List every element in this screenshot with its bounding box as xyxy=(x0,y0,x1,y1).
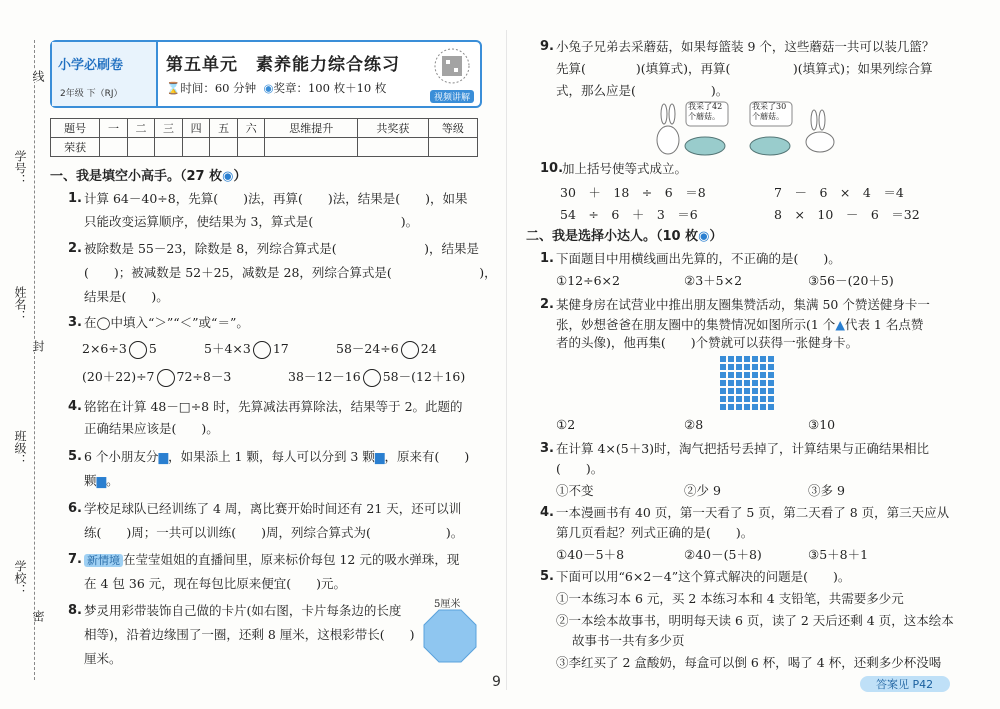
s2q1-line1: 下面题目中用横线画出先算的，不正确的是( )。 xyxy=(556,251,841,266)
brand-panel xyxy=(52,42,158,106)
score-row-label: 荣获 xyxy=(51,138,100,157)
q10-line1: 加上括号使等式成立。 xyxy=(562,161,688,176)
q-number: 2. xyxy=(68,241,82,256)
student-id-label: 学号： xyxy=(13,150,27,186)
option[interactable]: ①12÷6×2 xyxy=(556,273,620,288)
like-avatar xyxy=(744,356,750,362)
option[interactable]: ③李红买了 2 盒酸奶，每盒可以倒 6 杯，喝了 4 杯，还剩多少杯没喝 xyxy=(556,655,942,670)
rabbit-bubble-2: 我采了30个蘑菇。 xyxy=(752,102,787,121)
like-avatar xyxy=(720,404,726,410)
like-avatar xyxy=(760,388,766,394)
like-avatar xyxy=(728,364,734,370)
option[interactable]: ①2 xyxy=(556,417,576,432)
candy-jar-icon: ▆ xyxy=(374,449,385,464)
q3-line1: 在◯中填入“＞”“＜”或“＝”。 xyxy=(84,315,249,330)
like-avatar xyxy=(728,396,734,402)
score-header-cell: 思维提升 xyxy=(265,119,357,138)
score-header-cell: 二 xyxy=(127,119,155,138)
like-avatar xyxy=(768,364,774,370)
page-title: 第五单元 素养能力综合练习 xyxy=(166,55,400,75)
compare-circle[interactable] xyxy=(253,341,271,359)
video-label: 视频讲解 xyxy=(430,90,474,103)
page-number: 9 xyxy=(492,674,501,690)
s2q3-line2: ( )。 xyxy=(556,461,604,476)
like-avatar xyxy=(736,356,742,362)
q1-line1: 计算 64－40÷8，先算( )法，再算( )法，结果是( )，如果 xyxy=(84,191,468,206)
like-avatar xyxy=(744,396,750,402)
equation: 54 ÷ 6 ＋ 3 ＝6 xyxy=(560,207,698,222)
option[interactable]: ②少 9 xyxy=(684,483,721,498)
like-avatar xyxy=(752,372,758,378)
like-avatar xyxy=(760,396,766,402)
compare-circle[interactable] xyxy=(401,341,419,359)
compare-c: 58－24÷6 24 xyxy=(336,340,437,359)
like-avatar xyxy=(752,404,758,410)
like-avatar xyxy=(752,364,758,370)
equation: 30 ＋ 18 ÷ 6 ＝8 xyxy=(560,185,706,200)
q-number: 10. xyxy=(540,161,564,176)
option[interactable]: ①不变 xyxy=(556,483,594,498)
clock-icon: ⌛ xyxy=(166,81,181,95)
compare-circle[interactable] xyxy=(363,369,381,387)
like-avatar xyxy=(720,396,726,402)
like-avatar xyxy=(736,372,742,378)
q-number: 3. xyxy=(540,441,554,456)
like-avatar xyxy=(728,388,734,394)
compare-circle[interactable] xyxy=(157,369,175,387)
compare-circle[interactable] xyxy=(129,341,147,359)
thumb-icon: ▲ xyxy=(835,317,845,332)
q8-line2: 相等)，沿着边缘围了一圈，还剩 8 厘米，这根彩带长( ) xyxy=(84,627,415,642)
q9-line2: 先算( )(填算式)，再算( )(填算式)；如果列综合算 xyxy=(556,61,933,76)
candy-jar-icon: ▆ xyxy=(158,449,169,464)
name-label: 姓名： xyxy=(13,286,27,322)
like-avatar xyxy=(744,380,750,386)
q1-line2: 只能改变运算顺序，使结果为 3，算式是( )。 xyxy=(84,214,419,229)
q-number: 4. xyxy=(540,505,554,520)
score-header-cell: 共奖获 xyxy=(357,119,428,138)
score-cell[interactable] xyxy=(265,138,357,157)
like-avatar xyxy=(728,372,734,378)
score-cell[interactable] xyxy=(182,138,210,157)
score-header-cell: 等级 xyxy=(428,119,477,138)
score-cell[interactable] xyxy=(155,138,183,157)
like-avatar xyxy=(720,388,726,394)
q-number: 1. xyxy=(540,251,554,266)
option[interactable]: ①一本练习本 6 元，买 2 本练习本和 4 支铅笔，共需要多少元 xyxy=(556,591,904,606)
like-avatar xyxy=(720,364,726,370)
q4-line1: 铭铭在计算 48－□÷8 时，先算减法再算除法，结果等于 2。此题的 xyxy=(84,399,463,414)
like-avatar xyxy=(736,396,742,402)
seal-char: 封 xyxy=(31,340,45,352)
like-avatar xyxy=(728,380,734,386)
q4-line2: 正确结果应该是( )。 xyxy=(84,421,219,436)
q6-line2: 练( )周；一共可以训练( )周，列综合算式为( )。 xyxy=(84,525,464,540)
s2q2-line3: 者的头像)，他再集( )个赞就可以获得一张健身卡。 xyxy=(556,335,859,350)
rabbits-mushrooms-figure xyxy=(650,100,850,158)
compare-b: 5＋4×3 17 xyxy=(204,340,289,359)
award-label: 奖章：100 枚＋10 枚 xyxy=(273,81,387,95)
like-avatar xyxy=(720,372,726,378)
candy-jar-icon: ▆ xyxy=(96,473,107,488)
like-avatar xyxy=(768,396,774,402)
seal-char: 线 xyxy=(31,70,45,82)
option[interactable]: ②一本绘本故事书，明明每天读 6 页，读了 2 天后还剩 4 页，这本绘本 xyxy=(556,613,954,628)
option[interactable]: ②8 xyxy=(684,417,704,432)
like-avatar xyxy=(744,404,750,410)
answer-ref-label: 答案见 P42 xyxy=(876,678,934,691)
like-avatar xyxy=(728,356,734,362)
option[interactable]: ②40－(5＋8) xyxy=(684,547,762,562)
grade-label: 2年级 下（RJ） xyxy=(60,89,123,99)
compare-e: 38－12－16 58－(12＋16) xyxy=(288,368,465,387)
brand-title: 小学必刷卷 xyxy=(58,58,124,73)
section2-title: 二、我是选择小达人。（10 枚◉） xyxy=(526,229,723,244)
score-header-cell: 题号 xyxy=(51,119,100,138)
like-avatar xyxy=(768,356,774,362)
q-number: 4. xyxy=(68,399,82,414)
section1-title: 一、我是填空小高手。（27 枚◉） xyxy=(50,169,247,184)
score-header-cell: 六 xyxy=(237,119,265,138)
like-avatar xyxy=(760,380,766,386)
score-cell[interactable] xyxy=(357,138,428,157)
score-cell[interactable] xyxy=(428,138,477,157)
compare-a: 2×6÷3 5 xyxy=(82,340,157,359)
q-number: 5. xyxy=(540,569,554,584)
q5-line2: 颗▆。 xyxy=(84,473,119,488)
school-label: 学校： xyxy=(13,560,27,596)
binding-line xyxy=(34,40,36,680)
like-avatar xyxy=(752,396,758,402)
new-context-badge: 新情境 xyxy=(84,554,123,567)
compare-d: (20＋22)÷7 72÷8－3 xyxy=(82,368,231,387)
score-cell[interactable] xyxy=(100,138,128,157)
q-number: 5. xyxy=(68,449,82,464)
side-length-label: 5厘米 xyxy=(434,599,461,610)
q2-line3: 结果是( )。 xyxy=(84,289,169,304)
like-avatar xyxy=(768,404,774,410)
class-label: 班级： xyxy=(13,430,27,466)
like-avatar xyxy=(736,388,742,394)
score-header-cell: 三 xyxy=(155,119,183,138)
s2q4-line1: 一本漫画书有 40 页，第一天看了 5 页，第二天看了 8 页，第三天应从 xyxy=(556,505,950,520)
like-avatar xyxy=(744,372,750,378)
equation: 8 × 10 － 6 ＝32 xyxy=(774,207,920,222)
option[interactable]: ③56－(20＋5) xyxy=(808,273,894,288)
s2q5-line1: 下面可以用“6×2－4”这个算式解决的问题是( )。 xyxy=(556,569,851,584)
like-avatar xyxy=(720,380,726,386)
s2q4-line2: 第几页看起？列式正确的是( )。 xyxy=(556,525,754,540)
q7-line2: 在 4 包 36 元，现在每包比原来便宜( )元。 xyxy=(84,576,347,591)
q-number: 7. xyxy=(68,552,82,567)
q-number: 6. xyxy=(68,501,82,516)
like-avatar xyxy=(768,380,774,386)
like-avatar xyxy=(736,364,742,370)
medal-icon: ◉ xyxy=(698,229,710,244)
q-number: 1. xyxy=(68,191,82,206)
like-avatar xyxy=(768,388,774,394)
q-number: 2. xyxy=(540,297,554,312)
like-avatar xyxy=(752,356,758,362)
medal-icon: ◉ xyxy=(222,169,234,184)
like-avatar xyxy=(760,356,766,362)
option[interactable]: ③多 9 xyxy=(808,483,845,498)
s2q3-line1: 在计算 4×(5＋3)时，淘气把括号丢掉了，计算结果与正确结果相比 xyxy=(556,441,930,456)
q-number: 8. xyxy=(68,603,82,618)
time-award-info xyxy=(166,80,386,96)
like-avatar xyxy=(736,380,742,386)
q9-line3: 式，那么应是( )。 xyxy=(556,83,729,98)
q9-line1: 小兔子兄弟去采蘑菇，如果每篮装 9 个，这些蘑菇一共可以装几篮？ xyxy=(556,39,935,54)
q7-line1: 新情境 在莹莹姐姐的直播间里，原来标价每包 12 元的吸水弹珠，现 xyxy=(84,551,459,569)
q8-line1: 梦灵用彩带装饰自己做的卡片(如右图，卡片每条边的长度 xyxy=(84,603,402,618)
score-header-cell: 五 xyxy=(210,119,238,138)
q2-line1: 被除数是 55－23，除数是 8，列综合算式是( )，结果是 xyxy=(84,241,479,256)
worksheet-header xyxy=(50,40,482,108)
option[interactable]: ③10 xyxy=(808,417,836,432)
s2q2-line2: 张，妙想爸爸在朋友圈中的集赞情况如图所示(1 个▲代表 1 名点赞 xyxy=(556,317,924,332)
q-number: 9. xyxy=(540,39,554,54)
score-header-cell: 四 xyxy=(182,119,210,138)
medal-icon: ◉ xyxy=(263,81,274,95)
like-avatar xyxy=(744,364,750,370)
q-number: 3. xyxy=(68,315,82,330)
time-label: 时间：60 分钟 xyxy=(180,81,257,95)
seal-char: 密 xyxy=(31,610,45,622)
like-avatar xyxy=(752,380,758,386)
like-avatar xyxy=(720,356,726,362)
q8-line3: 厘米。 xyxy=(84,651,122,666)
like-avatar xyxy=(760,364,766,370)
option[interactable]: ②3＋5×2 xyxy=(684,273,743,288)
s2q2-line1: 某健身房在试营业中推出朋友圈集赞活动，集满 50 个赞送健身卡一 xyxy=(556,297,930,312)
like-avatar xyxy=(768,372,774,378)
like-avatar xyxy=(736,404,742,410)
score-cell[interactable] xyxy=(210,138,238,157)
like-avatar xyxy=(744,388,750,394)
q2-line2: ( )；被减数是 52＋25，减数是 28，列综合算式是( )， xyxy=(84,265,497,280)
score-cell[interactable] xyxy=(127,138,155,157)
score-header-cell: 一 xyxy=(100,119,128,138)
like-avatar xyxy=(752,388,758,394)
like-avatar xyxy=(760,404,766,410)
option-continuation: 故事书一共有多少页 xyxy=(572,633,685,648)
q5-line1: 6 个小朋友分▆，如果添上 1 颗，每人可以分到 3 颗▆，原来有( ) xyxy=(84,449,470,464)
option[interactable]: ③5＋8＋1 xyxy=(808,547,869,562)
qr-code-icon xyxy=(430,46,474,86)
likes-grid-figure xyxy=(720,356,776,412)
option[interactable]: ①40－5＋8 xyxy=(556,547,625,562)
page-divider xyxy=(506,30,507,690)
rabbit-bubble-1: 我采了42个蘑菇。 xyxy=(688,102,723,121)
equation: 7 － 6 × 4 ＝4 xyxy=(774,185,904,200)
video-qr[interactable] xyxy=(430,46,474,103)
like-avatar xyxy=(728,404,734,410)
score-table xyxy=(50,118,478,157)
like-avatar xyxy=(760,372,766,378)
score-cell[interactable] xyxy=(237,138,265,157)
q6-line1: 学校足球队已经训练了 4 周，离比赛开始时间还有 21 天，还可以训 xyxy=(84,501,462,516)
